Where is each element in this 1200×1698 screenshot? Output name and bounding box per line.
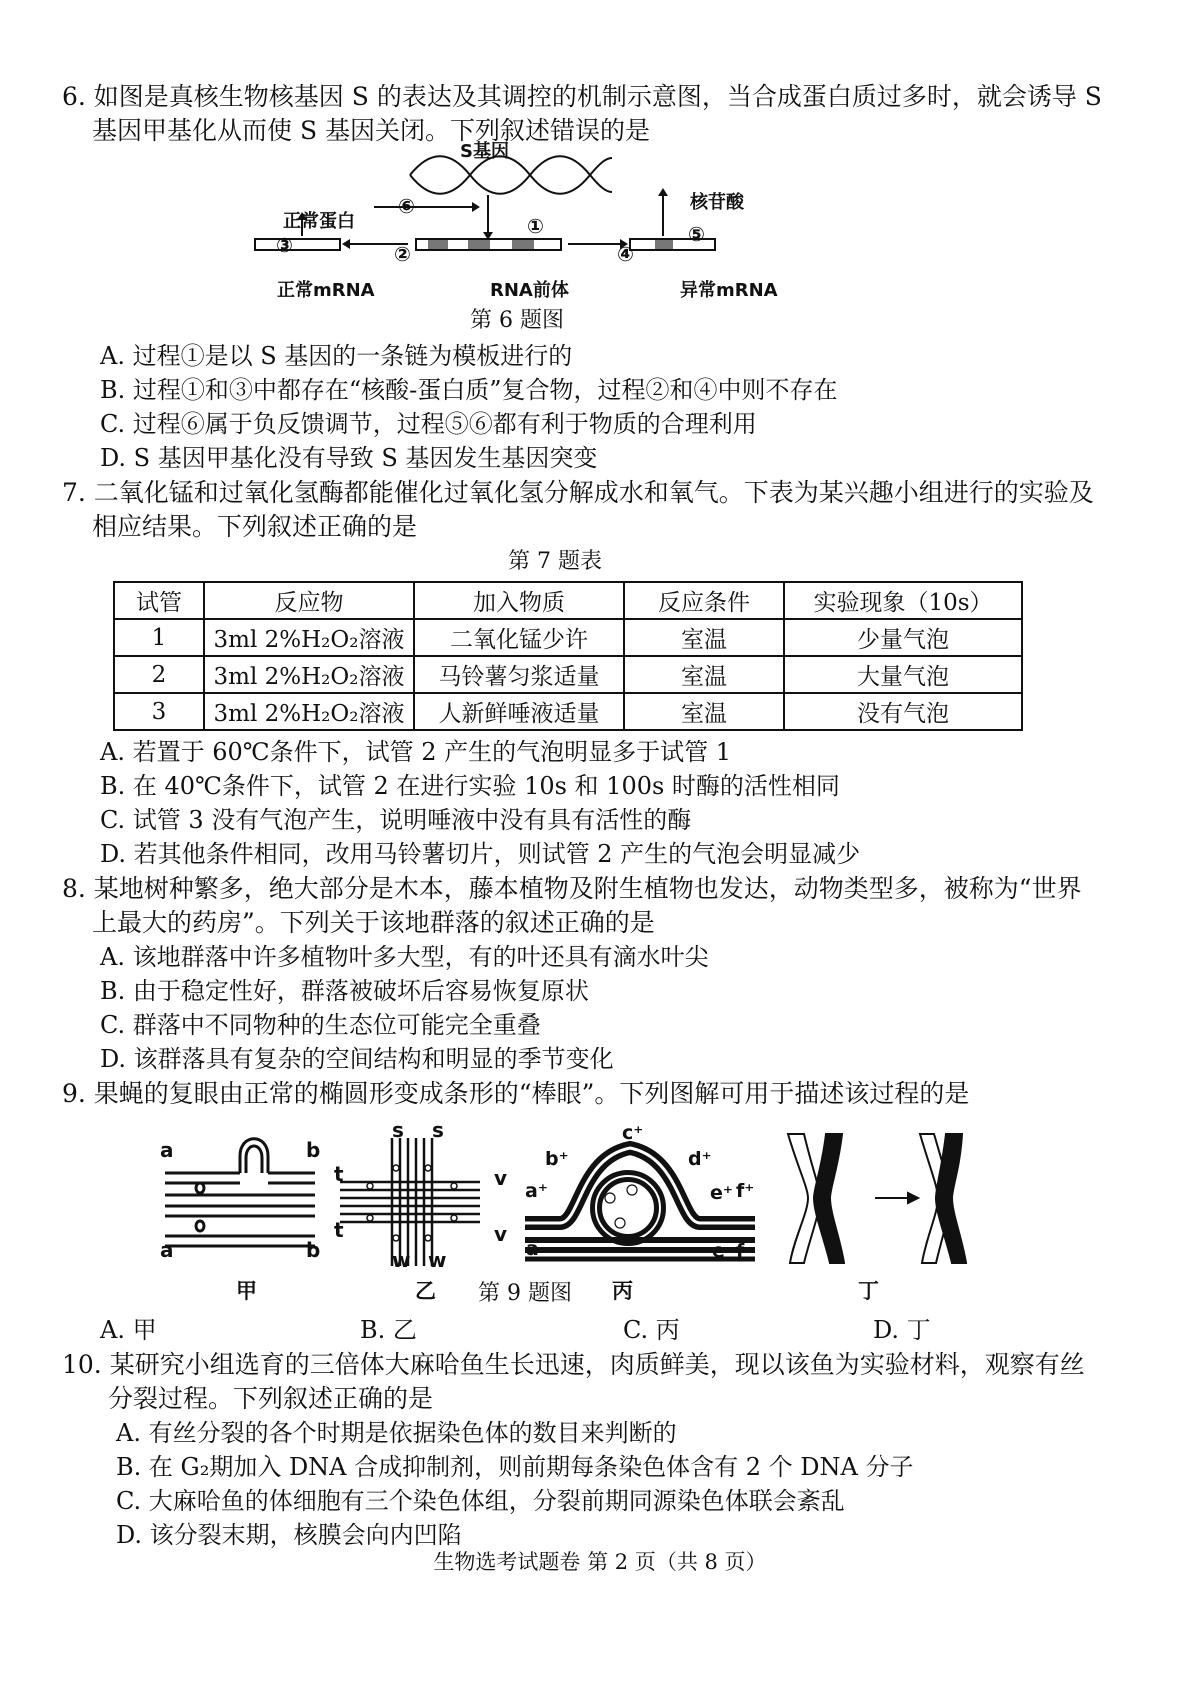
cell-added: 人新鲜唾液适量 [414, 693, 624, 730]
figure-label-jia: 甲 [236, 1279, 257, 1303]
bing-label-e-plus: e⁺ [710, 1182, 733, 1204]
cell-result: 少量气泡 [784, 619, 1022, 656]
q9-option-d: D. 丁 [873, 1316, 931, 1344]
header-tube: 试管 [114, 582, 204, 619]
yi-label-v-top: v [494, 1166, 508, 1190]
q10-option-c: C. 大麻哈鱼的体细胞有三个染色体组，分裂前期同源染色体联会紊乱 [116, 1487, 845, 1515]
q6-option-c: C. 过程⑥属于负反馈调节，过程⑤⑥都有利于物质的合理利用 [100, 410, 757, 438]
q9-option-a: A. 甲 [100, 1316, 157, 1344]
cell-condition: 室温 [624, 619, 784, 656]
cell-added: 马铃薯匀浆适量 [414, 656, 624, 693]
step-1-marker: ① [527, 214, 544, 238]
s-gene-label: S基因 [460, 141, 509, 162]
cell-result: 大量气泡 [784, 656, 1022, 693]
q8-stem-line1: 8. 某地树种繁多，绝大部分是木本，藤本植物及附生植物也发达，动物类型多，被称为“世界 [62, 874, 1082, 903]
q9-figure-ding [780, 1128, 970, 1268]
bing-label-b-plus: b⁺ [545, 1148, 569, 1170]
q9-stem: 9. 果蝇的复眼由正常的椭圆形变成条形的“棒眼”。下列图解可用于描述该过程的是 [62, 1079, 970, 1108]
cell-added: 二氧化锰少许 [414, 619, 624, 656]
nucleotide-label: 核苷酸 [690, 192, 744, 213]
table-header-row [114, 582, 1022, 619]
step-5-marker: ⑤ [688, 222, 705, 246]
bing-label-a: a [526, 1238, 539, 1260]
bing-label-d-plus: d⁺ [688, 1148, 712, 1170]
q7-option-b: B. 在 40℃条件下，试管 2 在进行实验 10s 和 100s 时酶的活性相同 [100, 772, 840, 800]
figure-label-yi: 乙 [415, 1279, 436, 1303]
q8-option-b: B. 由于稳定性好，群落被破坏后容易恢复原状 [100, 977, 589, 1005]
page-footer: 生物选考试题卷 第 2 页（共 8 页） [433, 1550, 767, 1574]
bing-label-a-plus: a⁺ [525, 1180, 548, 1202]
header-condition: 反应条件 [624, 582, 784, 619]
q8-option-d: D. 该群落具有复杂的空间结构和明显的季节变化 [100, 1045, 614, 1073]
normal-protein-label: 正常蛋白 [283, 211, 355, 232]
header-reactant: 反应物 [204, 582, 414, 619]
q6-figure-caption: 第 6 题图 [470, 308, 564, 333]
q10-stem-line1: 10. 某研究小组选育的三倍体大麻哈鱼生长迅速，肉质鲜美，现以该鱼为实验材料，观察有丝 [62, 1350, 1085, 1379]
q10-option-b: B. 在 G₂期加入 DNA 合成抑制剂，则前期每条染色体含有 2 个 DNA 分子 [116, 1453, 914, 1481]
abnormal-mrna-label: 异常mRNA [680, 280, 778, 301]
q6-option-b: B. 过程①和③中都存在“核酸-蛋白质”复合物，过程②和④中则不存在 [100, 376, 838, 404]
cell-tube: 3 [114, 693, 204, 730]
cell-condition: 室温 [624, 693, 784, 730]
cell-tube: 1 [114, 619, 204, 656]
normal-mrna-label: 正常mRNA [277, 280, 375, 301]
yi-label-t-bottom: t [334, 1218, 344, 1242]
bing-label-f-plus: f⁺ [736, 1180, 755, 1202]
q6-option-d: D. S 基因甲基化没有导致 S 基因发生基因突变 [100, 444, 598, 472]
jia-label-b-bottom: b [306, 1238, 321, 1262]
q10-stem-line2: 分裂过程。下列叙述正确的是 [108, 1384, 434, 1413]
header-result: 实验现象（10s） [784, 582, 1022, 619]
q8-option-a: A. 该地群落中许多植物叶多大型，有的叶还具有滴水叶尖 [100, 943, 709, 971]
q8-option-c: C. 群落中不同物种的生态位可能完全重叠 [100, 1011, 541, 1039]
header-added: 加入物质 [414, 582, 624, 619]
q7-table-title: 第 7 题表 [508, 549, 602, 574]
q7-table [113, 581, 1023, 731]
step-2-marker: ② [394, 242, 411, 266]
q9-option-b: B. 乙 [360, 1316, 417, 1344]
yi-label-w-right: w [428, 1248, 447, 1272]
q9-figure-caption: 第 9 题图 [478, 1281, 572, 1306]
yi-label-w-left: w [392, 1248, 411, 1272]
q7-stem-line2: 相应结果。下列叙述正确的是 [92, 512, 418, 541]
bing-label-f: f [736, 1240, 745, 1262]
cell-reactant: 3ml 2%H₂O₂溶液 [204, 693, 414, 730]
table-row [114, 619, 1022, 656]
cell-condition: 室温 [624, 656, 784, 693]
yi-label-s-right: s [432, 1118, 444, 1142]
yi-label-s-left: s [392, 1118, 404, 1142]
step-3-marker: ③ [276, 233, 293, 257]
q7-stem-line1: 7. 二氧化锰和过氧化氢酶都能催化过氧化氢分解成水和氧气。下表为某兴趣小组进行的实验及 [62, 478, 1094, 507]
q8-stem-line2: 上最大的药房”。下列关于该地群落的叙述正确的是 [92, 908, 655, 937]
q6-stem-line2: 基因甲基化从而使 S 基因关闭。下列叙述错误的是 [92, 116, 651, 145]
cell-reactant: 3ml 2%H₂O₂溶液 [204, 656, 414, 693]
q10-option-d: D. 该分裂末期，核膜会向内凹陷 [116, 1521, 462, 1549]
jia-label-b-top: b [306, 1138, 321, 1162]
q6-option-a: A. 过程①是以 S 基因的一条链为模板进行的 [100, 342, 573, 370]
cell-tube: 2 [114, 656, 204, 693]
step-6-marker: ⑥ [398, 194, 415, 218]
q10-option-a: A. 有丝分裂的各个时期是依据染色体的数目来判断的 [116, 1419, 677, 1447]
q9-figure-jia [160, 1128, 320, 1258]
q7-option-c: C. 试管 3 没有气泡产生，说明唾液中没有具有活性的酶 [100, 806, 692, 834]
q6-stem-line1: 6. 如图是真核生物核基因 S 的表达及其调控的机制示意图，当合成蛋白质过多时，就会诱导 S [62, 82, 1102, 111]
bing-label-e: e [712, 1240, 725, 1262]
step-4-marker: ④ [617, 242, 634, 266]
cell-reactant: 3ml 2%H₂O₂溶液 [204, 619, 414, 656]
cell-result: 没有气泡 [784, 693, 1022, 730]
figure-label-bing: 丙 [612, 1279, 633, 1303]
q7-option-d: D. 若其他条件相同，改用马铃薯切片，则试管 2 产生的气泡会明显减少 [100, 840, 861, 868]
table-row [114, 656, 1022, 693]
jia-label-a-bottom: a [160, 1238, 174, 1262]
rna-precursor-label: RNA前体 [490, 280, 569, 301]
table-row [114, 693, 1022, 730]
q7-option-a: A. 若置于 60℃条件下，试管 2 产生的气泡明显多于试管 1 [100, 738, 732, 766]
q9-option-c: C. 丙 [623, 1316, 680, 1344]
yi-label-t-top: t [334, 1162, 344, 1186]
yi-label-v-bottom: v [494, 1222, 508, 1246]
figure-label-ding: 丁 [858, 1279, 879, 1303]
bing-label-c-plus: c⁺ [622, 1122, 644, 1144]
jia-label-a-top: a [160, 1138, 174, 1162]
